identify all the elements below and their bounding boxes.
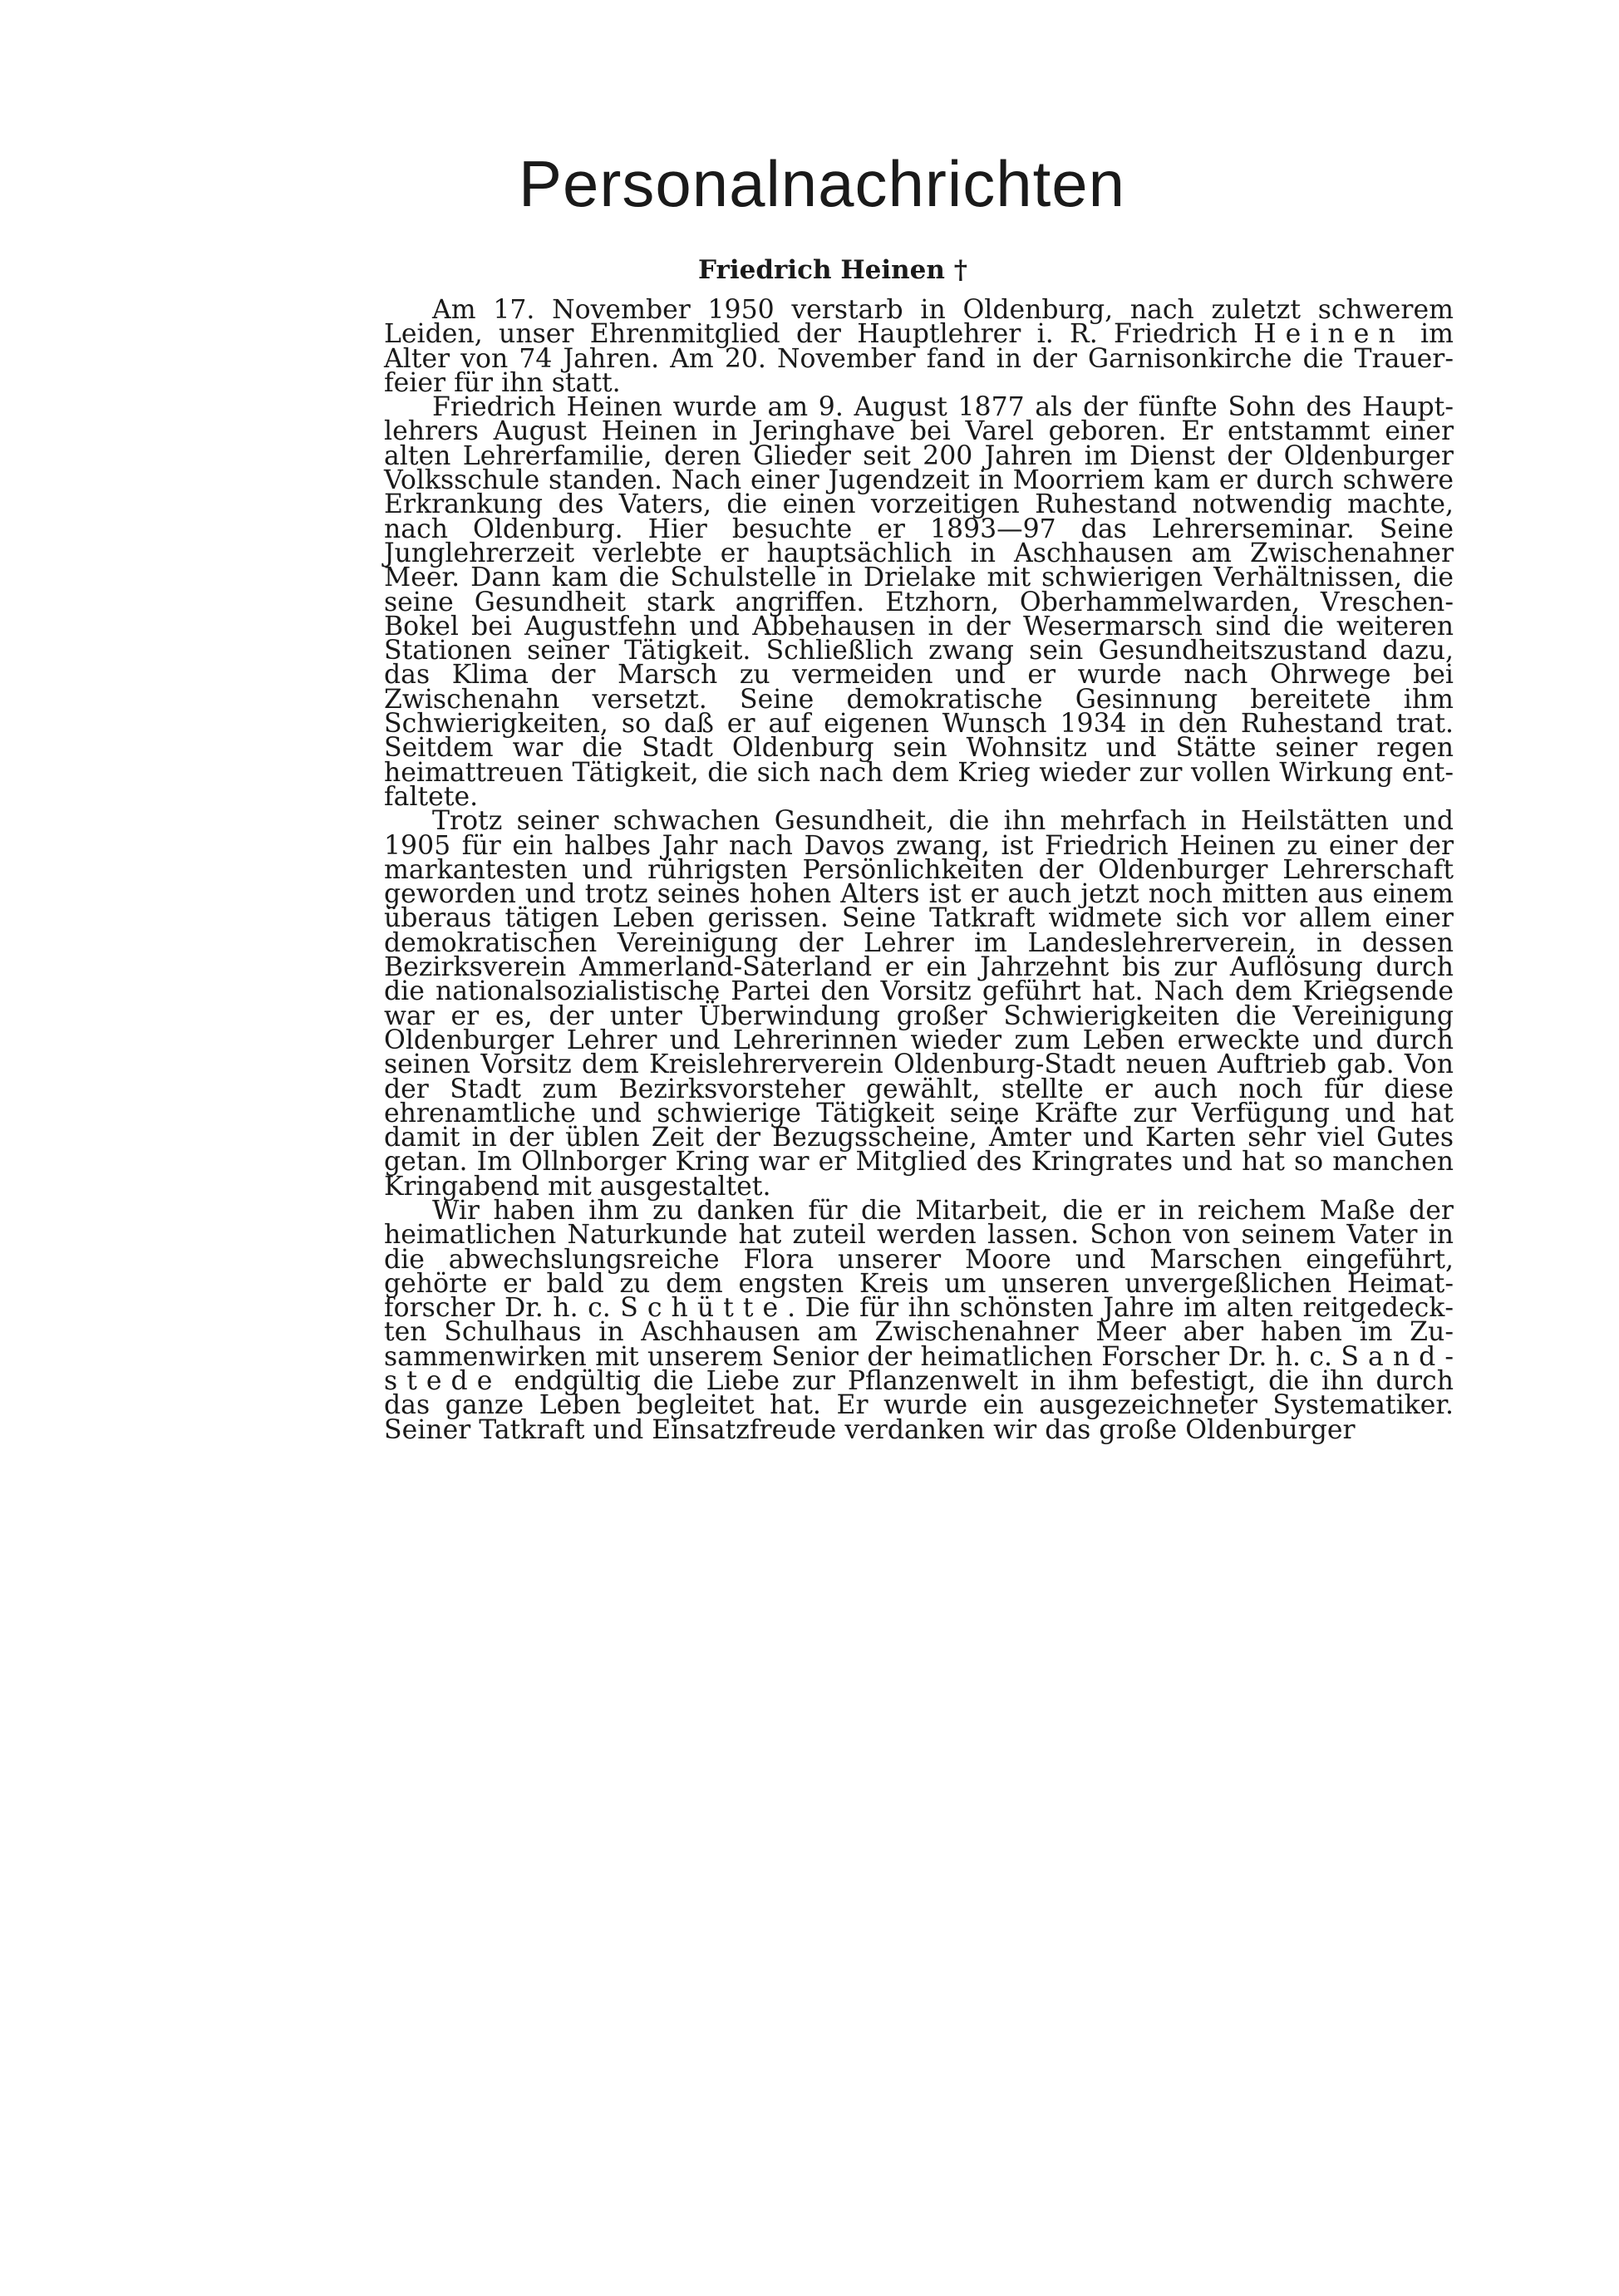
article-body [384, 295, 1454, 1445]
name-heinen: Heinen [1253, 319, 1405, 350]
article-title: Friedrich Heinen † [698, 255, 967, 285]
name-sandstede: Sandstede [384, 1341, 1454, 1397]
paragraph-1 [384, 295, 1454, 398]
name-schuette: Schütte [620, 1293, 788, 1324]
paragraph-3: Trotz seiner schwachen Gesundheit, die ihn mehrfach in Heilstätten und 1905 für ein halbes Jahr nach Davos zwang, ist Friedrich Heinen zu einer der markantesten und rührigsten Persönlichkeiten der Oldenburger Lehrerschaft geworden und trotz seines hohen Alters ist er auch jetzt noch mitten aus einem überaus tätigen Leben gerissen. Seine Tatkraft widmete sich vor allem einer demokratischen Vereinigung der Lehrer im Landeslehrerverein, in dessen Bezirksverein Ammerland-Saterland er ein Jahrzehnt bis zur Auflösung durch die nationalsozialistische Partei den Vorsitz geführt hat. Nach dem Kriegsende war er es, der unter Überwindung großer Schwierigkeiten die Vereinigung Oldenburger Lehrer und Lehrerinnen wieder zum Leben erweckte und durch seinen Vorsitz dem Kreislehrerverein Oldenburg-Stadt neuen Auftrieb gab. Von der Stadt zum Bezirksvorsteher gewählt, stellte er auch noch für diese ehrenamtliche und schwierige Tätigkeit seine Kräfte zur Verfügung und hat damit in der üblen Zeit der Bezugsscheine, Ämter und Karten sehr viel Gutes getan. Im Ollnborger Kring war er Mitglied des Kringrates und hat so manchen Kringabend mit ausgestaltet. [384, 806, 1454, 1202]
paragraph-4-text-b: . Die für ihn schönsten Jahre im alten reitgedeckten Schulhaus in Aschhausen am Zwischenahner Meer aber haben im Zusammenwirken mit unserem Senior der heimatlichen Forscher Dr. h. c. [384, 1293, 1454, 1372]
page-title: Personalnachrichten [518, 147, 1126, 220]
paragraph-4 [384, 1195, 1454, 1445]
paragraph-4-text-c: endgültig die Liebe zur Pflanzenwelt in ihm befestigt, die ihn durch das ganze Leben begleitet hat. Er wurde ein ausgezeichneter Systematiker. Seiner Tatkraft und Einsatzfreude verdanken wir das große Oldenburger [384, 1366, 1454, 1445]
paragraph-1-text-a: Am 17. November 1950 verstarb in Oldenburg, nach zuletzt schwerem Leiden, unser Ehrenmitglied der Hauptlehrer i. R. Friedrich [384, 295, 1454, 350]
paragraph-2: Friedrich Heinen wurde am 9. August 1877 als der fünfte Sohn des Hauptlehrers August Heinen in Jeringhave bei Varel geboren. Er entstammt einer alten Lehrerfamilie, deren Glieder seit 200 Jahren im Dienst der Oldenburger Volksschule standen. Nach einer Jugendzeit in Moorriem kam er durch schwere Erkrankung des Vaters, die einen vorzeitigen Ruhestand notwendig machte, nach Oldenburg. Hier besuchte er 1893—97 das Lehrerseminar. Seine Junglehrerzeit verlebte er hauptsächlich in Aschhausen am Zwischenahner Meer. Dann kam die Schulstelle in Drielake mit schwierigen Verhältnissen, die seine Gesundheit stark angriffen. Etzhorn, Oberhammelwarden, Vreschen-Bokel bei Augustfehn und Abbehausen in der Wesermarsch sind die weiteren Stationen seiner Tätigkeit. Schließlich zwang sein Gesundheitszustand dazu, das Klima der Marsch zu vermeiden und er wurde nach Ohrwege bei Zwischenahn versetzt. Seine demokratische Gesinnung bereitete ihm Schwierigkeiten, so daß er auf eigenen Wunsch 1934 in den Ruhestand trat. Seitdem war die Stadt Oldenburg sein Wohnsitz und Stätte seiner regen heimattreuen Tätigkeit, die sich nach dem Krieg wieder zur vollen Wirkung entfaltete. [384, 392, 1454, 812]
paragraph-4-text-a: Wir haben ihm zu danken für die Mitarbeit, die er in reichem Maße der heimatlichen Naturkunde hat zuteil werden lassen. Schon von seinem Vater in die abwechslungsreiche Flora unserer Moore und Marschen eingeführt, gehörte er bald zu dem engsten Kreis um unseren unvergeßlichen Heimatforscher Dr. h. c. [384, 1195, 1454, 1324]
paragraph-1-text-b: im Alter von 74 Jahren. Am 20. November fand in der Garnisonkirche die Trauerfeier für ihn statt. [384, 319, 1454, 398]
